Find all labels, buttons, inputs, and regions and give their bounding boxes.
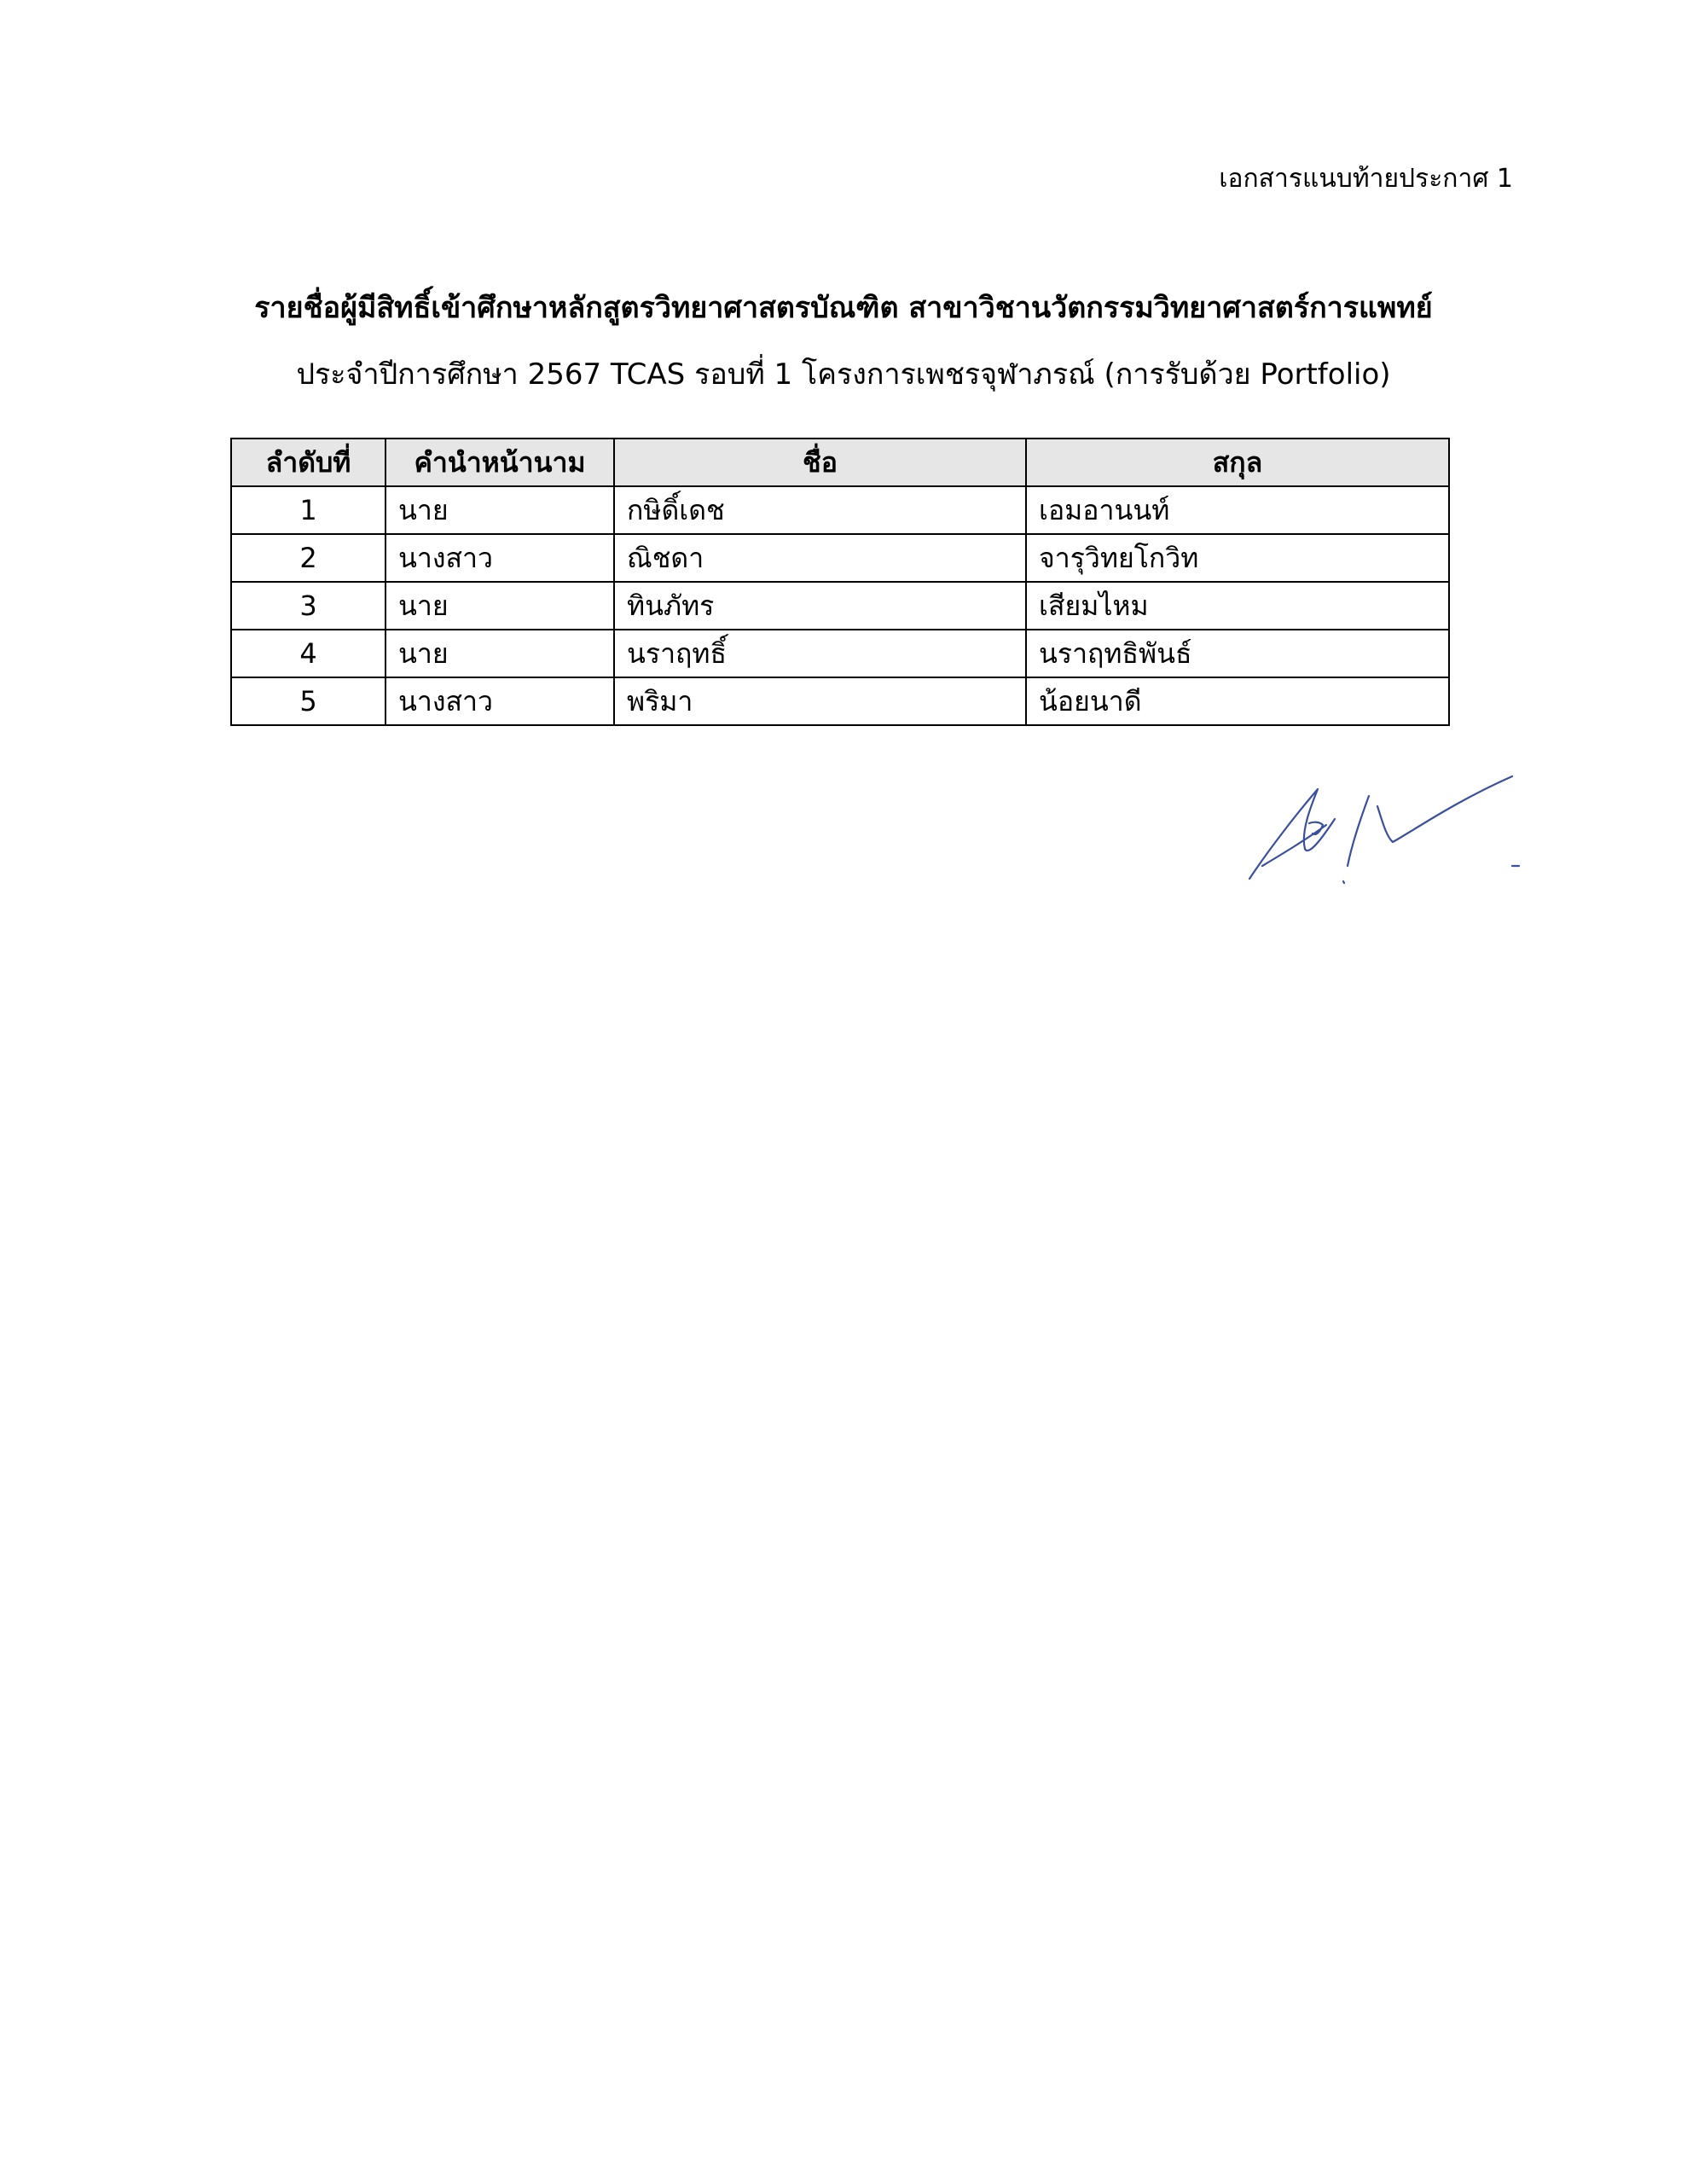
cell-no: 2 [231,534,386,582]
cell-no: 3 [231,582,386,630]
cell-first-name: นราฤทธิ์ [614,630,1026,677]
cell-no: 1 [231,486,386,534]
signature [1241,772,1531,892]
table-header-row [231,439,1449,486]
table-row [231,534,1449,582]
document-title [0,275,1687,408]
cell-prefix: นาย [386,582,614,630]
cell-first-name: พริมา [614,677,1026,725]
admission-list-table [230,438,1450,726]
cell-last-name: น้อยนาดี [1026,677,1449,725]
cell-prefix: นาย [386,486,614,534]
cell-first-name: ทินภัทร [614,582,1026,630]
cell-no: 4 [231,630,386,677]
table-row [231,582,1449,630]
cell-last-name: เสียมไหม [1026,582,1449,630]
attachment-note: เอกสารแนบท้ายประกาศ 1 [1219,164,1513,194]
cell-last-name: จารุวิทยโกวิท [1026,534,1449,582]
cell-prefix: นางสาว [386,677,614,725]
column-header-no: ลำดับที่ [231,439,386,486]
cell-first-name: ณิชดา [614,534,1026,582]
cell-last-name: เอมอานนท์ [1026,486,1449,534]
table-row [231,677,1449,725]
cell-last-name: นราฤทธิพันธ์ [1026,630,1449,677]
cell-prefix: นาย [386,630,614,677]
cell-first-name: กษิดิ์เดช [614,486,1026,534]
column-header-prefix: คำนำหน้านาม [386,439,614,486]
table-row [231,486,1449,534]
cell-prefix: นางสาว [386,534,614,582]
cell-no: 5 [231,677,386,725]
title-line-2: ประจำปีการศึกษา 2567 TCAS รอบที่ 1 โครงการเพชรจุฬาภรณ์ (การรับด้วย Portfolio) [296,357,1391,392]
column-header-first-name: ชื่อ [614,439,1026,486]
column-header-last-name: สกุล [1026,439,1449,486]
table-row [231,630,1449,677]
title-line-1: รายชื่อผู้มีสิทธิ์เข้าศึกษาหลักสูตรวิทยาศาสตรบัณฑิต สาขาวิชานวัตกรรมวิทยาศาสตร์การแพทย์ [254,291,1433,325]
